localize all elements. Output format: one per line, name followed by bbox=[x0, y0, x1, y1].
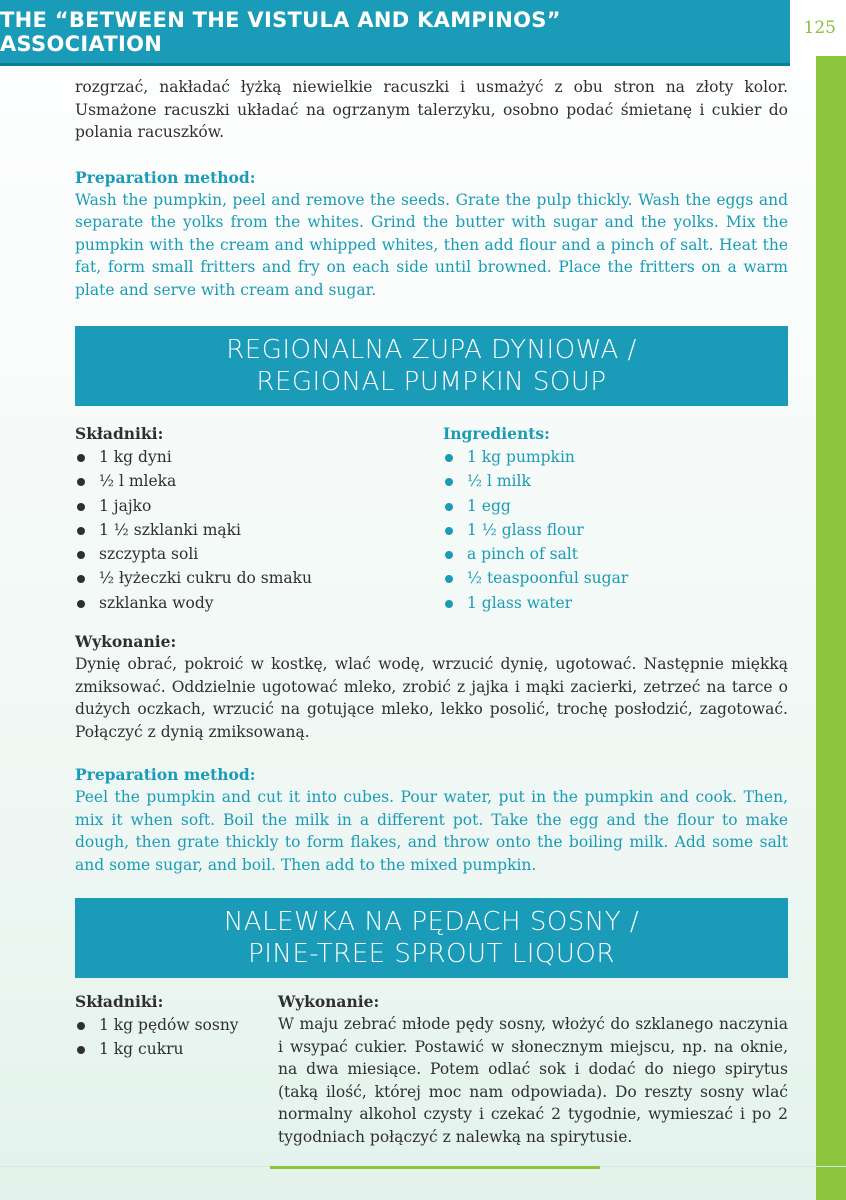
liquor-method bbox=[278, 991, 788, 1148]
soup-ingredients-pl bbox=[75, 423, 443, 615]
list-item: szczypta soli bbox=[75, 542, 443, 566]
pl-method-text: Dynię obrać, pokroić w kostkę, wlać wodę, wrzucić dynię, ugotować. Następnie miękką zmiksować. Oddzielnie ugotować mleko, zrobić z jajka i mąki zacierki, zetrzeć na tarce o dużych oczkach, wrzucić na gotujące mleko, lekko posolić, trochę posłodzić, zagotować. Połączyć z dynią zmiksowaną. bbox=[75, 655, 788, 741]
list-item: 1 kg pędów sosny bbox=[75, 1013, 278, 1037]
fritters-continuation bbox=[75, 76, 788, 301]
list-item: a pinch of salt bbox=[443, 542, 788, 566]
list-item: 1 ½ glass flour bbox=[443, 518, 788, 542]
pl-method-heading: Wykonanie: bbox=[278, 992, 380, 1011]
pl-ingredients-heading: Składniki: bbox=[75, 424, 164, 443]
soup-ingredients-en bbox=[443, 423, 788, 615]
list-item: 1 glass water bbox=[443, 591, 788, 615]
liquor-title-pl: NALEWKA NA PĘDACH SOSNY / bbox=[223, 907, 640, 937]
list-item: ½ teaspoonful sugar bbox=[443, 566, 788, 590]
liquor-banner bbox=[75, 898, 788, 978]
footer-accent-line bbox=[270, 1166, 600, 1169]
pl-ingredients-list bbox=[75, 1013, 278, 1062]
en-method-heading: Preparation method: bbox=[75, 167, 256, 187]
liquor-title-en: PINE-TREE SPROUT LIQUOR bbox=[248, 939, 615, 969]
pl-ingredients-list bbox=[75, 445, 443, 615]
list-item: 1 jajko bbox=[75, 494, 443, 518]
list-item: 1 kg cukru bbox=[75, 1037, 278, 1061]
en-ingredients-list bbox=[443, 445, 788, 615]
list-item: 1 ½ szklanki mąki bbox=[75, 518, 443, 542]
liquor-ingredients bbox=[75, 991, 278, 1148]
soup-title-pl: REGIONALNA ZUPA DYNIOWA / bbox=[226, 335, 637, 365]
list-item: 1 egg bbox=[443, 494, 788, 518]
liquor-content bbox=[75, 991, 788, 1148]
list-item: 1 kg pumpkin bbox=[443, 445, 788, 469]
soup-banner bbox=[75, 326, 788, 406]
list-item: ½ l mleka bbox=[75, 469, 443, 493]
list-item: ½ łyżeczki cukru do smaku bbox=[75, 566, 443, 590]
header-bar bbox=[0, 0, 790, 66]
list-item: 1 kg dyni bbox=[75, 445, 443, 469]
en-method-heading: Preparation method: bbox=[75, 765, 256, 784]
en-method-text: Peel the pumpkin and cut it into cubes. Pour water, put in the pumpkin and cook. Then, mix it when soft. Boil the milk in a different pot. Take the egg and the flour to make dough, then grate thickly to form flakes, and throw onto the boiling milk. Add some salt and some sugar, and boil. Then add to the mixed pumpkin. bbox=[75, 788, 788, 874]
page-number: 125 bbox=[803, 18, 836, 38]
soup-method bbox=[75, 631, 788, 876]
pl-method-continuation: rozgrzać, nakładać łyżką niewielkie racuszki i usmażyć z obu stron na złoty kolor. Usmażone racuszki układać na ogrzanym talerzyku, osobno podać śmietanę i cukier do polania racuszków. bbox=[75, 78, 788, 141]
soup-ingredients bbox=[75, 423, 788, 615]
pl-method-text: W maju zebrać młode pędy sosny, włożyć do szklanego naczynia i wsypać cukier. Postawić w słonecznym miejscu, np. na oknie, na dwa miesiące. Potem odlać sok i dodać do niego spirytus (taką ilość, której moc nam odpowiada). Do reszty sosny wlać normalny alkohol czysty i czekać 2 tygodnie, wymieszać i po 2 tygodniach połączyć z nalewką na spirytusie. bbox=[278, 1015, 788, 1146]
soup-title-en: REGIONAL PUMPKIN SOUP bbox=[256, 367, 607, 397]
list-item: szklanka wody bbox=[75, 591, 443, 615]
en-ingredients-heading: Ingredients: bbox=[443, 424, 550, 443]
header-title: THE “BETWEEN THE VISTULA AND KAMPINOS” ASSOCIATION bbox=[0, 7, 561, 56]
en-method-text: Wash the pumpkin, peel and remove the seeds. Grate the pulp thickly. Wash the eggs and separate the yolks from the whites. Grind the butter with sugar and the yolks. Mix the pumpkin with the cream and whipped whites, then add flour and a pinch of salt. Heat the fat, form small fritters and fry on each side until browned. Place the fritters on a warm plate and serve with cream and sugar. bbox=[75, 190, 788, 299]
list-item: ½ l milk bbox=[443, 469, 788, 493]
pl-ingredients-heading: Składniki: bbox=[75, 992, 164, 1011]
pl-method-heading: Wykonanie: bbox=[75, 632, 177, 651]
side-stripe bbox=[816, 56, 846, 1200]
